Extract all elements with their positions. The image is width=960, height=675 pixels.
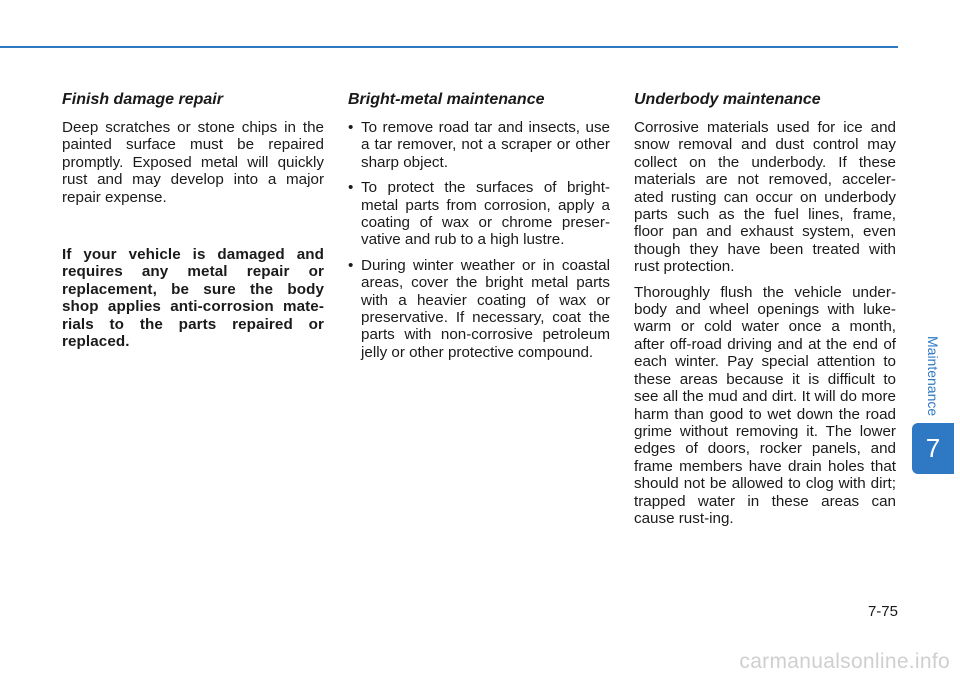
- column-bright-metal: [348, 90, 610, 369]
- chapter-tab: [912, 423, 954, 474]
- list-item: • To protect the surfaces of bright-metal parts from corrosion, apply a coating of wax or chrome preser-vative and rub to a high lustre.: [348, 179, 610, 249]
- page-number: 7-75: [867, 603, 898, 620]
- chapter-number: 7: [925, 433, 941, 463]
- column-finish-damage: [62, 90, 324, 358]
- list-item: • During winter weather or in coastal areas, cover the bright metal parts with a heavier coating of wax or preservative. If necessary, coat the parts with non-corrosive petroleum jelly or other protective compound.: [348, 257, 610, 361]
- section-title-bright-metal: Bright-metal maintenance: [348, 91, 545, 108]
- section-title-underbody: Underbody maintenance: [634, 91, 821, 108]
- underbody-paragraph: Corrosive materials used for ice and snow removal and dust control may collect on the underbody. If these materials are not removed, acceler-ated rusting can occur on underbody parts such as the fuel lines, frame, floor pan and exhaust system, even though they have been treated with rust protection.: [634, 119, 896, 276]
- header-rule: [0, 46, 898, 48]
- section-title-finish-damage: Finish damage repair: [62, 91, 223, 108]
- chapter-label-text: Maintenance: [925, 336, 941, 417]
- list-item: • To remove road tar and insects, use a tar remover, not a scraper or other sharp object.: [348, 119, 610, 171]
- watermark: carmanualsonline.info: [739, 650, 950, 673]
- underbody-paragraph: Thoroughly flush the vehicle under-body and wheel openings with luke-warm or cold water once a month, after off-road driving and at the end of each winter. Pay special attention to these areas because it is difficult to see all the mud and dirt. It will do more harm than good to wet down the road grime without removing it. The lower edges of doors, rocker panels, and frame members have drain holes that should not be allowed to clog with dirt; trapped water in these areas can cause rust-ing.: [634, 283, 896, 527]
- finish-damage-body: Deep scratches or stone chips in the painted surface must be repaired promptly. Exposed metal will quickly rust and may develop into a major repair expense.: [62, 119, 324, 206]
- chapter-side-label: [921, 336, 945, 426]
- bright-metal-list: [348, 119, 610, 361]
- finish-damage-warning: If your vehicle is damaged and requires any metal repair or replacement, be sure the body shop applies anti-corrosion mate-rials to the parts repaired or replaced.: [62, 246, 324, 351]
- column-underbody: [634, 90, 896, 535]
